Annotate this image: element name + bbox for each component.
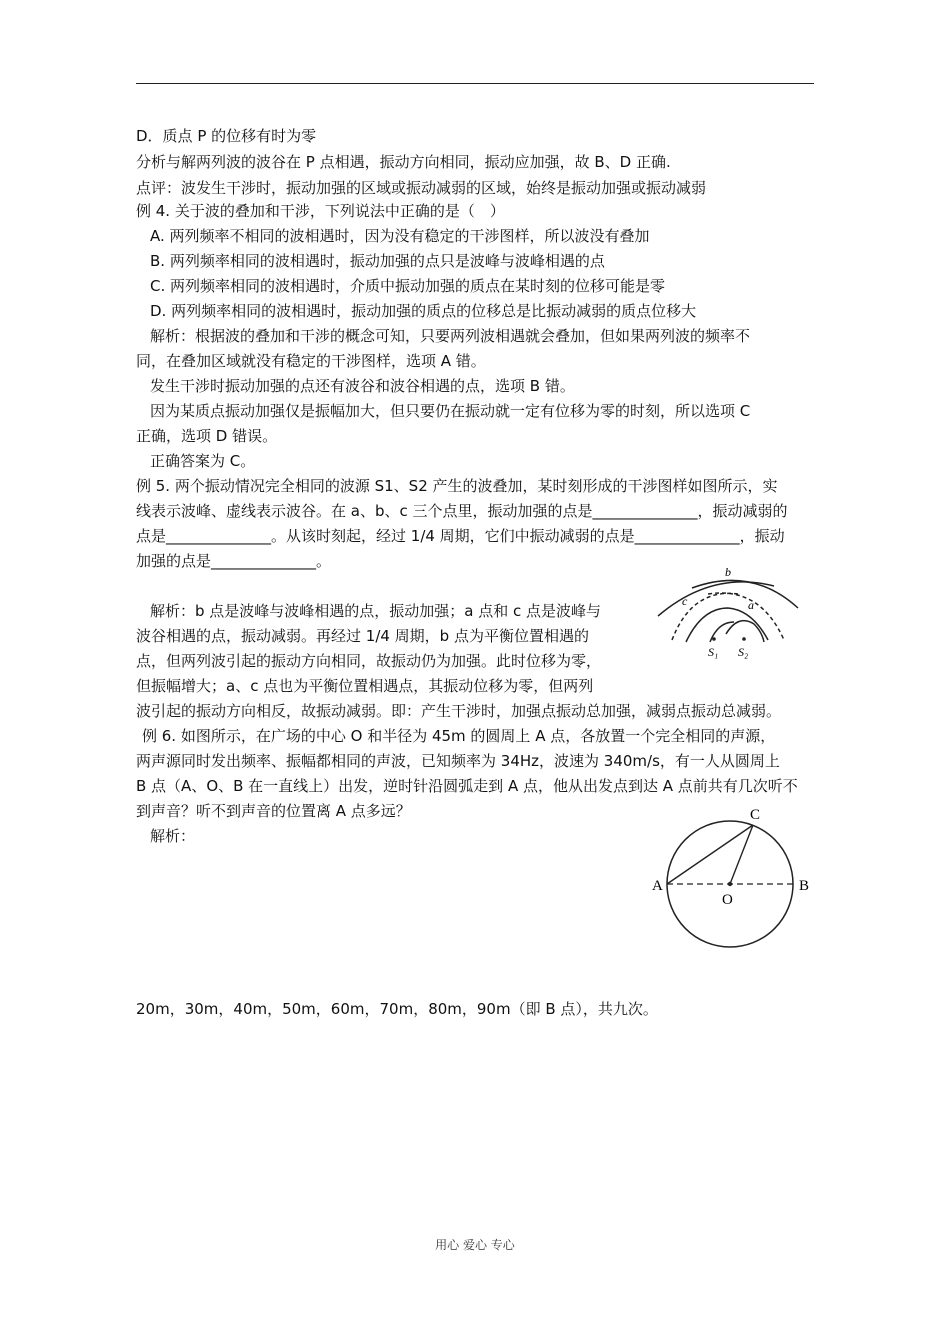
label-a: a — [748, 598, 754, 612]
header-rule — [136, 83, 814, 84]
label-s2: S₂ — [738, 645, 749, 659]
center-dot — [728, 882, 732, 886]
label-A: A — [652, 878, 663, 894]
text-line: 解析： — [150, 827, 196, 845]
wave-interference-figure — [652, 568, 800, 668]
text-line: 点，但两列波引起的振动方向相同，故振动仍为加强。此时位移为零， — [136, 652, 602, 670]
text-line: B 点（A、O、B 在一直线上）出发，逆时针沿圆弧走到 A 点，他从出发点到达 A 点前共有几次听不 — [136, 777, 798, 795]
text-line: 波谷相遇的点，振动减弱。再经过 1/4 周期，b 点为平衡位置相遇的 — [136, 627, 589, 645]
label-C: C — [750, 807, 761, 823]
label-b: b — [725, 568, 731, 579]
question-heading: 例 4. 关于波的叠加和干涉，下列说法中正确的是（ ） — [136, 202, 505, 220]
answer-line: 20m，30m，40m，50m，60m，70m，80m，90m（即 B 点），共九次。 — [136, 1000, 658, 1018]
text-line: 同，在叠加区域就没有稳定的干涉图样，选项 A 错。 — [136, 352, 486, 370]
text-line: 发生干涉时振动加强的点还有波谷和波谷相遇的点，选项 B 错。 — [150, 377, 575, 395]
crest-arc — [692, 580, 798, 608]
text-line: D．质点 P 的位移有时为零 — [136, 127, 317, 145]
circle-figure — [650, 800, 820, 950]
source-s1-dot — [712, 637, 716, 641]
trough-arc — [708, 593, 784, 640]
text-line: 解析：根据波的叠加和干涉的概念可知，只要两列波相遇就会叠加，但如果两列波的频率不 — [150, 327, 751, 345]
crest-arc — [658, 582, 774, 616]
label-c: c — [682, 594, 688, 608]
text-line: 点是______________。从该时刻起，经过 1/4 周期，它们中振动减弱的点是______________，振动 — [136, 527, 785, 545]
text-line: 点评：波发生干涉时，振动加强的区域或振动减弱的区域，始终是振动加强或振动减弱 — [136, 179, 707, 197]
text-line: 分析与解两列波的波谷在 P 点相遇，振动方向相同，振动应加强，故 B、D 正确. — [136, 153, 671, 171]
label-B: B — [799, 878, 810, 894]
text-line: 到声音？听不到声音的位置离 A 点多远？ — [136, 802, 411, 820]
option-d: D. 两列频率相同的波相遇时，振动加强的质点的位移总是比振动减弱的质点位移大 — [150, 302, 697, 320]
option-c: C. 两列频率相同的波相遇时，介质中振动加强的质点在某时刻的位移可能是零 — [150, 277, 666, 295]
page-footer: 用心 爱心 专心 — [435, 1238, 515, 1252]
question-heading: 例 6. 如图所示，在广场的中心 O 和半径为 45m 的圆周上 A 点，各放置一个完全相同的声源， — [142, 727, 776, 745]
option-a: A. 两列频率不相同的波相遇时，因为没有稳定的干涉图样，所以波没有叠加 — [150, 227, 650, 245]
text-line: 线表示波峰、虚线表示波谷。在 a、b、c 三个点里，振动加强的点是______________，振动减弱的 — [136, 502, 788, 520]
chord-ac — [667, 825, 753, 884]
label-s1: S₁ — [708, 645, 719, 659]
text-line: 因为某质点振动加强仅是振幅加大，但只要仍在振动就一定有位移为零的时刻，所以选项 C — [150, 402, 751, 420]
text-line: 加强的点是______________。 — [136, 552, 332, 570]
option-b: B. 两列频率相同的波相遇时，振动加强的点只是波峰与波峰相遇的点 — [150, 252, 605, 270]
text-line: 正确答案为 C。 — [150, 452, 256, 470]
text-line: 解析：b 点是波峰与波峰相遇的点，振动加强；a 点和 c 点是波峰与 — [150, 602, 602, 620]
text-line: 波引起的振动方向相反，故振动减弱。即：产生干涉时，加强点振动总加强，减弱点振动总减弱。 — [136, 702, 782, 720]
question-heading: 例 5. 两个振动情况完全相同的波源 S1、S2 产生的波叠加，某时刻形成的干涉图样如图所示，实 — [136, 477, 778, 495]
label-O: O — [722, 892, 733, 908]
text-line: 正确，选项 D 错误。 — [136, 427, 278, 445]
source-s2-dot — [742, 637, 746, 641]
radius-oc — [730, 825, 753, 884]
text-line: 但振幅增大；a、c 点也为平衡位置相遇点，其振动位移为零，但两列 — [136, 677, 594, 695]
text-line: 两声源同时发出频率、振幅都相同的声波，已知频率为 34Hz，波速为 340m/s，有一人从圆周上 — [136, 752, 780, 770]
